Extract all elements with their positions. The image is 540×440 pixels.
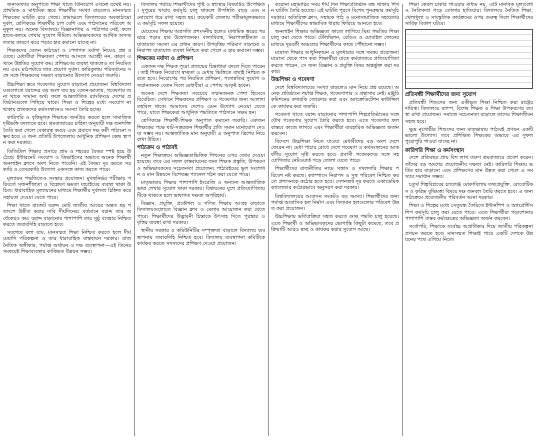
paragraph: দেশে প্রতিবছর প্রায় বিশ লাখ তরুণ শ্রমবাজারে প্রবেশ করেন। তাঁদের বড় অংশের প্রয়োজনীয় দক্ষতা নেই। কারিগরি শিক্ষায় ভর্তির হার বাড়ানো এবং প্রশিক্ষণের মান উন্নত করা গেলে এ সমস্যার সমাধান সম্ভব। (405, 155, 533, 181)
boxed-inset (405, 29, 533, 89)
section-heading: শিক্ষকের মর্যাদা ও প্রশিক্ষণ (137, 56, 194, 63)
column-divider (402, 4, 403, 436)
paragraph: ক্ষুদ্র নৃগোষ্ঠীর শিশুদের জন্য মাতৃভাষায় পাঠ্যবই প্রণয়ন একটি ভালো উদ্যোগ। তবে প্রশিক্ষিত শিক্ষকের অভাবে এর সুফল পুরোপুরি পাওয়া যাচ্ছে না। (405, 126, 533, 146)
paragraph: শ্রেণিকক্ষে শিক্ষার্থী-শিক্ষক অনুপাত কমানো জরুরি। একজন শিক্ষকের পক্ষে ষাট-সত্তরজন শিক্ষার্থীর প্রতি সমান মনোযোগ দেওয়া সম্ভব নয়। আন্তর্জাতিক মান অনুযায়ী এ অনুপাত ত্রিশের নিচে রাখা উচিত। (137, 118, 265, 144)
paragraph: শিক্ষার্থীদের রাজনীতির নামে সন্ত্রাস ও দখলদারি শিক্ষার পরিবেশ নষ্ট করছে। ক্যাম্পাসে নিরাপদ ও সুস্থ পরিবেশ নিশ্চিত করতে প্রশাসনকে কঠোর হতে হবে। সেশনজট দূর করতে একাডেমিক ক্যালেন্ডার কঠোরভাবে অনুসরণ করা দরকার। (271, 166, 399, 192)
paragraph: অনলাইন শিক্ষার অভিজ্ঞতা কাজে লাগিয়ে মিশ্র পদ্ধতির শিক্ষা চালু করা যেতে পারে। টেলিভিশন, রেডিও ও মোবাইল ফোনের মাধ্যমে দূরবর্তী অঞ্চলের শিক্ষার্থীদের কাছে পৌঁছানো সম্ভব। (271, 29, 399, 48)
paragraph: শিক্ষা খাতে বাজেট বরাদ্দ মোট জাতীয় আয়ের অন্তত ছয় শতাংশে উন্নীত করার দাবি দীর্ঘদিনের। বর্তমানে বরাদ্দ তার অর্ধেকেরও কম। বরাদ্দ বাড়ানোর পাশাপাশি তার সুষ্ঠু ব্যবহার নিশ্চিত করতে জবাবদিহি বাড়াতে হবে। (3, 202, 131, 228)
section-heading: প্রতিবন্ধী শিক্ষার্থীদের জন্য সুযোগ (405, 92, 477, 99)
paragraph: দেশে বিশ্ববিদ্যালয়ের সংখ্যা বাড়লেও মান নিয়ে প্রশ্ন রয়েছে। অনেক প্রতিষ্ঠানে পর্যাপ্ত শিক্ষক, গবেষণাগার ও গ্রন্থাগার নেই। মঞ্জুরি কমিশনের তদারকি জোরদার করা এবং অ্যাক্রেডিটেশন কাউন্সিলকে কার্যকর করা জরুরি। (271, 84, 399, 110)
column-3 (271, 2, 399, 438)
paragraph: একজন দক্ষ শিক্ষক পুরো প্রজন্মের চিন্তাধারা বদলে দিতে পারেন। তাই শিক্ষক নিয়োগে স্বচ্ছতা ও মেধার ভিত্তিতে বাছাই নিশ্চিত করতে হবে। নিয়োগের পর নিয়মিত প্রশিক্ষণ, পদোন্নতির সুযোগ ও সম্মানজনক বেতন দিলে মেধাবীরা এ পেশায় আকৃষ্ট হবেন। (137, 63, 265, 89)
section-heading: পাঠ্যক্রম ও পাঠ্যবই (137, 145, 178, 152)
paragraph: সর্বোপরি, শিক্ষাকে সর্বোচ্চ অগ্রাধিকার দিয়ে জাতীয় পরিকল্পনা প্রণয়ন করতে হবে। মানসম্মত শিক্ষাই পারে একটি দেশকে উন্নয়নের পথে এগিয়ে নিতে। (405, 224, 533, 243)
paragraph: অনেক দেশে শিক্ষকতা সবচেয়ে সম্মানজনক পেশা হিসেবে বিবেচিত। সেখানে শিক্ষকদের প্রশিক্ষণ ও গবেষণার জন্য আলাদা তহবিল থাকে। আমাদের দেশেও এমন উদ্যোগ নেওয়া যেতে পারে, যাতে শিক্ষকেরা আধুনিক পদ্ধতিতে পাঠদানে সক্ষম হন। (137, 91, 265, 116)
column-divider (134, 4, 135, 436)
paragraph: নতুন শিক্ষাক্রমে অভিজ্ঞতাভিত্তিক শিখনের ওপর জোর দেওয়া হয়েছে। তবে এর সফল বাস্তবায়নের জন্য শিক্ষক প্রস্তুতি, উপকরণ ও অভিভাবকদের সচেতনতা প্রয়োজন। পাঠ্যবইয়ের ভুল সংশোধন ও মান উন্নয়নে বিশেষজ্ঞ প্যানেল গঠন করা যেতে পারে। (137, 152, 265, 178)
paragraph: উচ্চশিক্ষায় ভর্তিপ্রক্রিয়া সহজ করতে গুচ্ছ পদ্ধতি চালু হয়েছে। এতে শিক্ষার্থী ও অভিভাবকদের ভোগান্তি কিছুটা কমেছে, তবে প্রক্রিয়াটি আরও স্বচ্ছ ও কার্যকর করার সুযোগ আছে। (271, 214, 399, 233)
paragraph: মেয়েদের শিক্ষায় অগ্রগতি প্রশংসনীয় হলেও মাধ্যমিক স্তরের পর ঝরে পড়ার হার উদ্বেগজনক। বাল্যবিবাহ, নিরাপত্তাহীনতা ও যাতায়াত সমস্যা এর প্রধান কারণ। উপবৃত্তির পরিমাণ বাড়ানো ও নিরাপদ যাতায়াত ব্যবস্থা নিশ্চিত করা গেলে এ হার কমানো সম্ভব। (137, 29, 265, 55)
paragraph: সবশেষে বলা যায়, মানসম্মত শিক্ষা নিশ্চিত করতে হলে দীর্ঘমেয়াদি পরিকল্পনা ও তার ধারাবাহিক বাস্তবায়ন দরকার। রাজনৈতিক অঙ্গীকার, পর্যাপ্ত অর্থায়ন ও দক্ষ ব্যবস্থাপনা—এই তিনের সমন্বয়েই শিক্ষাব্যবস্থার কাঙ্ক্ষিত উন্নয়ন সম্ভব। (3, 230, 131, 255)
paragraph: জনসংখ্যার অনুপাতে শিক্ষা খাতে বিনিয়োগ এখনো যথেষ্ট নয়। প্রাথমিক ও মাধ্যমিক স্তরে শিক্ষার্থীর সংখ্যা বাড়লেও মানসম্মত শিক্ষকের ঘাটতি রয়ে গেছে। গ্রামাঞ্চলে বিদ্যালয়ের অবকাঠামো দুর্বল, শ্রেণিকক্ষে শিক্ষার্থীর চাপ বেশি এবং পাঠদানের পরিবেশ অনুকূল নয়। অনেক বিদ্যালয়ে বিজ্ঞানাগার ও পাঠাগার নেই, ফলে হাতে-কলমে শেখার সুযোগ সীমিত। অভিভাবকদের আর্থিক অসচ্ছলতার কারণে ঝরে পড়ার হার কমানো যাচ্ছে না। (3, 2, 131, 46)
paragraph: মাতৃভাষায় শিক্ষার পাশাপাশি ইংরেজি ও অন্যান্য আন্তর্জাতিক ভাষা শেখার সুযোগ থাকা দরকার। বিশ্বায়নের যুগে প্রতিযোগিতায় টিকে থাকতে হলে ভাষাগত দক্ষতা অপরিহার্য। (137, 180, 265, 199)
paragraph: বিদ্যালয় পর্যায়ে শিক্ষার্থীদের পুষ্টি ও স্বাস্থ্যের বিষয়টিও উপেক্ষিত। দুপুরের খাবার কর্মসূচি চালু থাকলে উপস্থিতি বাড়ে এবং মনোযোগ ধরে রাখা সহজ হয়। কয়েকটি জেলায় পরীক্ষামূলকভাবে এ কর্মসূচি সফল হয়েছে। (137, 2, 265, 27)
paragraph: গবেষণা খাতে বরাদ্দ বাড়ানোর পাশাপাশি শিল্পপ্রতিষ্ঠানের সঙ্গে যৌথ গবেষণার সুযোগ তৈরি করতে হবে। এতে গবেষণার ফল বাস্তবে কাজে লাগবে এবং শিক্ষার্থীরা ব্যবহারিক অভিজ্ঞতা অর্জন করবেন। (271, 111, 399, 137)
paragraph: উচ্চশিক্ষা স্তরে গবেষণার সুযোগ বাড়ানো প্রয়োজন। বিশ্ববিদ্যালয়গুলোতে বরাদ্দের বড় অংশ ব্যয় হয় বেতন-ভাতায়, গবেষণার জন্য থাকে সামান্য অর্থ। ফলে আন্তর্জাতিক র‍্যাংকিংয়ে দেশের প্রতিষ্ঠানগুলো পিছিয়ে থাকে। শিক্ষা ও শিল্পের মধ্যে সংযোগ না থাকায় স্নাতকদের কর্মসংস্থানেও সমস্যা তৈরি হচ্ছে। (3, 81, 131, 113)
paragraph: প্রতিবন্ধী শিশুদের জন্য একীভূত শিক্ষা নিশ্চিত করা রাষ্ট্রের দায়িত্ব। বিদ্যালয়ে র‍্যাম্প, বিশেষ শিক্ষক ও শিক্ষা উপকরণের ব্যবস্থা রাখা প্রয়োজন। সমাজে সচেতনতা বাড়ালে তাদের শিক্ষাজীবন সহজ হবে। (405, 99, 533, 125)
paragraph: স্থানীয় সরকার ও কমিউনিটির সম্পৃক্ততা বাড়ালে বিদ্যালয় ব্যবস্থাপনায় জবাবদিহি নিশ্চিত হবে। বিদ্যালয় ব্যবস্থাপনা কমিটিকে কার্যকর করতে সদস্যদের প্রশিক্ষণ দেওয়া প্রয়োজন। (137, 228, 265, 247)
paragraph: ডিজিটাল শিক্ষার প্রসারে গ্রাম ও শহরের বৈষম্য স্পষ্ট হয়ে উঠেছে। ইন্টারনেট সংযোগ ও ডিভাইসের অভাবে অনেক শিক্ষার্থী অনলাইন ক্লাসে অংশ নিতে পারেনি। এই বৈষম্য দূর করতে সরকারি ও বেসরকারি উদ্যোগ একসঙ্গে কাজ করতে পারে। (3, 148, 131, 174)
section-heading: কারিগরি শিক্ষা ও কর্মসংস্থান (405, 147, 465, 154)
paragraph: শিক্ষকদের বেতন কাঠামো ও পেশাগত মর্যাদা নিয়েও প্রশ্ন রয়েছে। মেধাবীরা শিক্ষকতা পেশায় আসতে আগ্রহী নন, কারণ এখানে উন্নতির সুযোগ কম। প্রশিক্ষণের ব্যবস্থা থাকলেও তা নিয়মিত নয় এবং মাঠপর্যায়ে তার প্রয়োগ দুর্বল। কারিকুলাম পরিবর্তনের সঙ্গে সঙ্গে শিক্ষকদের দক্ষতা বাড়ানোর উদ্যোগ নেওয়া জরুরি। (3, 48, 131, 80)
paragraph: কারিগরি ও বৃত্তিমূলক শিক্ষাকে জনপ্রিয় করতে হলে সামাজিক দৃষ্টিভঙ্গি বদলাতে হবে। শ্রমবাজারের চাহিদা অনুযায়ী দক্ষ জনশক্তি তৈরি করা গেলে বেকারত্ব কমবে এবং প্রবাসে দক্ষ কর্মী পাঠানো সম্ভব হবে। এ জন্য প্রতিটি উপজেলায় আধুনিক প্রশিক্ষণ কেন্দ্র স্থাপন করা দরকার। (3, 115, 131, 147)
paragraph: মূল্যায়ন পদ্ধতিতেও সংস্কার প্রয়োজন। মুখস্থনির্ভর পরীক্ষার পরিবর্তে সৃজনশীলতা ও বিশ্লেষণ ক্ষমতা যাচাইয়ের ব্যবস্থা থাকা উচিত। ধারাবাহিক মূল্যায়নের মাধ্যমে শিক্ষার্থীর দুর্বলতা চিহ্নিত করে সহায়তা দেওয়া যেতে পারে। (3, 175, 131, 201)
paragraph: শিক্ষা কেবল চাকরি পাওয়ার মাধ্যম নয়, এটি মানবিক মূল্যবোধ ও নৈতিকতা গড়ে তোলার হাতিয়ার। বিদ্যালয়ে নৈতিক শিক্ষা, খেলাধুলা ও সাংস্কৃতিক কার্যক্রমের ওপর গুরুত্ব দিলে শিক্ষার্থীদের সার্বিক বিকাশ ঘটবে। (405, 2, 533, 27)
paragraph: বিশ্ববিদ্যালয়ের আবাসন সংকটও বড় সমস্যা। শিক্ষার্থীদের জন্য পর্যাপ্ত আবাসিক হল নির্মাণ এবং বিদ্যমান হলগুলোর পরিবেশ উন্নত করা প্রয়োজন। (271, 193, 399, 213)
column-2 (137, 2, 265, 438)
paragraph: মাদ্রাসা শিক্ষার আধুনিকায়ন ও মূলধারার সঙ্গে সমন্বয় প্রয়োজন। মাদ্রাসা থেকে পাস করা শিক্ষার্থীরা যাতে কর্মবাজারে প্রতিযোগিতা করতে পারেন, সে জন্য বিজ্ঞান ও প্রযুক্তি বিষয় অন্তর্ভুক্ত করা দরকার। (271, 50, 399, 75)
column-divider (268, 4, 269, 436)
paragraph: বিজ্ঞান, প্রযুক্তি, প্রকৌশল ও গণিত শিক্ষায় আগ্রহ বাড়াতে বিদ্যালয়গুলোতে বিজ্ঞান ক্লাব ও মেলার আয়োজন করা যেতে পারে। শিক্ষার্থীদের উদ্ভাবনী চিন্তাকে উৎসাহ দিতে পুরস্কার ও বৃত্তির ব্যবস্থা রাখা দরকার। (137, 201, 265, 226)
column-1 (3, 2, 131, 438)
section-heading: উচ্চশিক্ষা ও গবেষণা (271, 77, 315, 84)
paragraph: বিদেশে উচ্চশিক্ষা নিতে যাওয়া মেধাবীদের বড় অংশ দেশে ফেরেন না। মেধা পাচার রোধে দেশে গবেষণা ও কর্মসংস্থানের আকর্ষণীয় সুযোগ সৃষ্টি করতে হবে। প্রবাসী গবেষকদের সঙ্গে সহযোগিতার নেটওয়ার্ক গড়ে তোলা যেতে পারে। (271, 139, 399, 165)
paragraph: করোনা মহামারির সময় দীর্ঘ দিন শিক্ষাপ্রতিষ্ঠান বন্ধ থাকায় শিখন ঘাটতি তৈরি হয়েছে। এই ঘাটতি পূরণে বিশেষ পুনরুদ্ধার কর্মসূচি দরকার। অতিরিক্ত ক্লাস, সহায়ক পাঠ ও মনোসামাজিক সহায়তার মাধ্যমে শিক্ষার্থীদের স্বাভাবিক ধারায় ফিরিয়ে আনতে হবে। (271, 2, 399, 27)
paragraph: চতুর্থ শিল্পবিপ্লবের চ্যালেঞ্জ মোকাবিলায় তথ্যপ্রযুক্তি, রোবোটিকস ও কৃত্রিম বুদ্ধিমত্তা বিষয়ে দক্ষ জনবল তৈরি করতে হবে। এ জন্য পাঠ্যক্রমে প্রয়োজনীয় পরিবর্তন আনা দরকার। (405, 182, 533, 202)
paragraph: শিক্ষা ও শিল্পের মধ্যে সেতুবন্ধ তৈরিতে ইন্টার্নশিপ ও অ্যাপ্রেন্টিসশিপ কর্মসূচি চালু করা যেতে পারে। এতে শিক্ষার্থীরা পড়াশোনার পাশাপাশি বাস্তব কর্মক্ষেত্রের অভিজ্ঞতা অর্জন করবেন। (405, 203, 533, 222)
column-4 (405, 2, 533, 438)
